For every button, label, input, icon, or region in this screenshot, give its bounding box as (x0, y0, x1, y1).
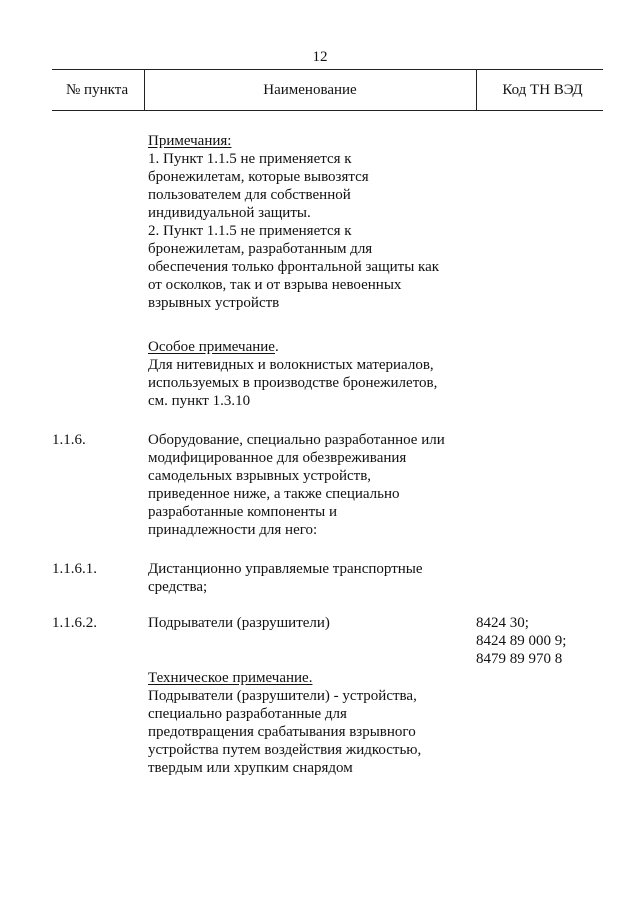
special-note-line: см. пункт 1.3.10 (148, 393, 251, 409)
item-text-line: принадлежности для него: (148, 522, 318, 538)
item-text-line: Оборудование, специально разработанное или (148, 432, 445, 448)
tech-note-line: специально разработанные для (148, 706, 347, 722)
item-text-line: модифицированное для обезвреживания (148, 450, 407, 466)
page-number: 12 (312, 49, 328, 65)
header-tn-ved-code: Код ТН ВЭД (502, 82, 583, 98)
notes-line: индивидуальной защиты. (148, 205, 311, 221)
notes-line: взрывных устройств (148, 295, 280, 311)
notes-line: от осколков, так и от взрыва невоенных (148, 277, 402, 293)
item-text-line: разработанные компоненты и (148, 504, 337, 520)
tech-note-title: Техническое примечание. (148, 670, 313, 686)
item-text-line: самодельных взрывных устройств, (148, 468, 372, 484)
tech-note-line: Подрыватели (разрушители) - устройства, (148, 688, 417, 704)
tech-note-line: твердым или хрупким снарядом (148, 760, 353, 776)
special-note-heading (148, 339, 279, 356)
tech-note-line: предотвращения срабатывания взрывного (148, 724, 416, 740)
item-number: 1.1.6. (52, 432, 86, 448)
special-note-title-suffix: . (274, 339, 279, 355)
item-number: 1.1.6.1. (52, 561, 97, 577)
item-text-line: Подрыватели (разрушители) (148, 615, 330, 631)
tn-ved-code: 8424 30; (476, 615, 529, 631)
item-number: 1.1.6.2. (52, 615, 97, 631)
notes-line: 2. Пункт 1.1.5 не применяется к (148, 223, 352, 239)
notes-title: Примечания: (148, 133, 232, 149)
special-note-line: используемых в производстве бронежилетов, (148, 375, 438, 391)
item-text-line: Дистанционно управляемые транспортные (148, 561, 423, 577)
item-text-line: приведенное ниже, а также специально (148, 486, 400, 502)
notes-line: бронежилетам, разработанным для (148, 241, 373, 257)
tn-ved-code: 8424 89 000 9; (476, 633, 567, 649)
item-text-line: средства; (148, 579, 208, 595)
tn-ved-code: 8479 89 970 8 (476, 651, 563, 667)
header-name: Наименование (263, 82, 357, 98)
notes-line: бронежилетам, которые вывозятся (148, 169, 369, 185)
notes-line: обеспечения только фронтальной защиты как (148, 259, 440, 275)
special-note-title: Особое примечание (148, 339, 275, 355)
tech-note-line: устройства путем воздействия жидкостью, (148, 742, 422, 758)
notes-line: 1. Пункт 1.1.5 не применяется к (148, 151, 352, 167)
special-note-line: Для нитевидных и волокнистых материалов, (148, 357, 434, 373)
table-header (52, 69, 603, 111)
column-divider (476, 70, 477, 110)
notes-line: пользователем для собственной (148, 187, 351, 203)
header-item-number: № пункта (66, 82, 129, 98)
